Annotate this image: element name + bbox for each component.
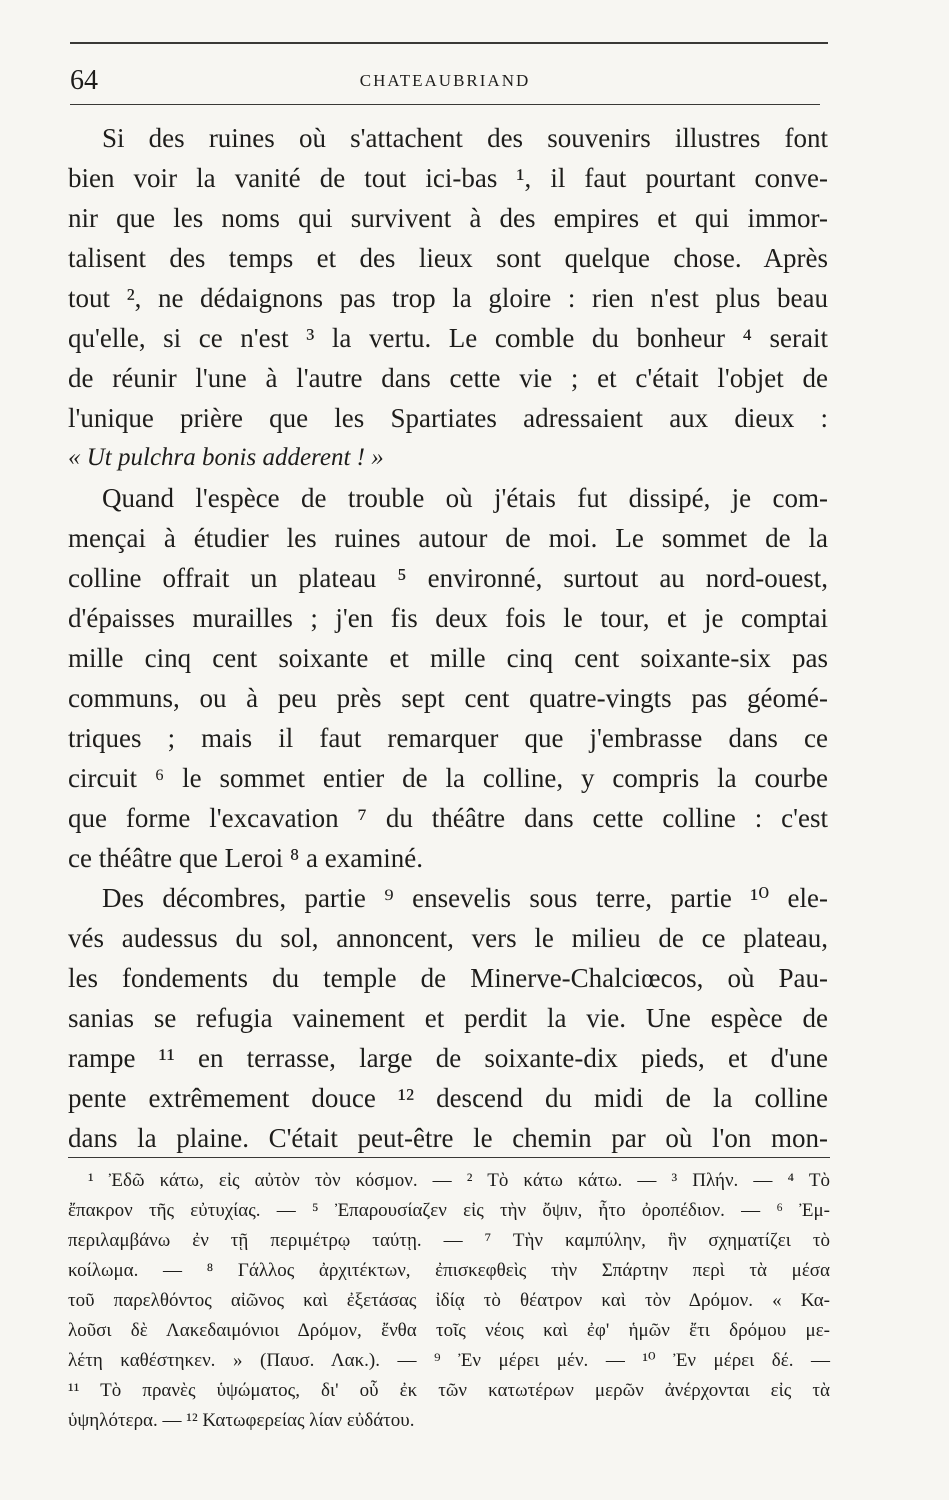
page-number: 64: [70, 65, 98, 96]
top-rule: [70, 42, 828, 44]
text-line: Quand l'espèce de trouble où j'étais fut dissipé, je com-: [102, 483, 828, 513]
text-line: qu'elle, si ce n'est ³ la vertu. Le comble du bonheur ⁴ serait: [68, 323, 828, 353]
footnote-line: λοῦσι δὲ Λακεδαιμόνιοι Δρόμον, ἔνθα τοῖς νέοις καὶ ἐφ' ἡμῶν ἔτι δρόμου με-: [68, 1320, 830, 1341]
text-line: mille cinq cent soixante et mille cinq cent soixante-six pas: [68, 643, 828, 673]
text-line: d'épaisses murailles ; j'en fis deux fois le tour, et je comptai: [68, 603, 828, 633]
main-text: [68, 118, 828, 1158]
header-rule: [70, 104, 820, 105]
text-line: sanias se refugia vainement et perdit la vie. Une espèce de: [68, 1003, 828, 1033]
running-head: CHATEAUBRIAND: [359, 71, 531, 90]
text-line: dans la plaine. C'était peut-être le chemin par où l'on mon-: [68, 1123, 828, 1153]
page-header: [70, 64, 820, 98]
footnotes: [68, 1166, 830, 1436]
text-line: Des décombres, partie ⁹ ensevelis sous terre, partie ¹⁰ ele-: [102, 883, 828, 913]
footnote-line: ¹¹ Τὸ πρανὲς ὑψώματος, δι' οὗ ἐκ τῶν κατωτέρων μερῶν ἀνέρχονται εἰς τὰ: [68, 1380, 830, 1401]
text-line: triques ; mais il faut remarquer que j'embrasse dans ce: [68, 723, 828, 753]
footnote-rule: [68, 1157, 830, 1158]
text-line: rampe ¹¹ en terrasse, large de soixante-dix pieds, et d'une: [68, 1043, 828, 1073]
text-line: ce théâtre que Leroi ⁸ a examiné.: [68, 843, 423, 873]
footnote-line: ὑψηλότερα. — ¹² Κατωφερείας λίαν εὐδάτου.: [68, 1410, 415, 1431]
text-line: nir que les noms qui survivent à des empires et qui immor-: [68, 203, 828, 233]
footnote-line: ¹ Ἐδῶ κάτω, εἰς αὐτὸν τὸν κόσμον. — ² Τὸ κάτω κάτω. — ³ Πλήν. — ⁴ Τὸ: [88, 1170, 830, 1191]
text-line: pente extrêmement douce ¹² descend du midi de la colline: [68, 1083, 828, 1113]
text-line: colline offrait un plateau ⁵ environné, surtout au nord-ouest,: [68, 563, 828, 593]
footnote-line: περιλαμβάνω ἐν τῇ περιμέτρῳ ταύτῃ. — ⁷ Τὴν καμπύλην, ἣν σχηματίζει τὸ: [68, 1230, 830, 1251]
text-line: mençai à étudier les ruines autour de moi. Le sommet de la: [68, 523, 828, 553]
footnote-line: λέτη καθέστηκεν. » (Παυσ. Λακ.). — ⁹ Ἐν μέρει μέν. — ¹⁰ Ἐν μέρει δέ. —: [68, 1350, 830, 1371]
footnote-line: τοῦ παρελθόντος αἰῶνος καὶ ἐξετάσας ἰδίᾳ τὸ θέατρον καὶ τὸν Δρόμον. « Κα-: [68, 1290, 830, 1311]
text-line: que forme l'excavation ⁷ du théâtre dans cette colline : c'est: [68, 803, 828, 833]
footnote-line: ἔπακρον τῆς εὐτυχίας. — ⁵ Ἐπαρουσίαζεν εἰς τὴν ὄψιν, ἦτο ὀροπέδιον. — ⁶ Ἐμ-: [68, 1200, 830, 1221]
text-line: les fondements du temple de Minerve-Chalciœcos, où Pau-: [68, 963, 828, 993]
latin-quote: « Ut pulchra bonis adderent ! »: [68, 444, 384, 471]
text-line: communs, ou à peu près sept cent quatre-vingts pas géomé-: [68, 683, 828, 713]
text-line: bien voir la vanité de tout ici-bas ¹, il faut pourtant conve-: [68, 163, 828, 193]
text-line: circuit ⁶ le sommet entier de la colline, y compris la courbe: [68, 763, 828, 793]
text-line: vés audessus du sol, annoncent, vers le milieu de ce plateau,: [68, 923, 828, 953]
text-line: l'unique prière que les Spartiates adressaient aux dieux :: [68, 403, 828, 433]
text-line: talisent des temps et des lieux sont quelque chose. Après: [68, 243, 828, 273]
footnote-line: κοίλωμα. — ⁸ Γάλλος ἀρχιτέκτων, ἐπισκεφθεὶς τὴν Σπάρτην περὶ τὰ μέσα: [68, 1260, 830, 1281]
text-line: tout ², ne dédaignons pas trop la gloire : rien n'est plus beau: [68, 283, 828, 313]
text-line: Si des ruines où s'attachent des souvenirs illustres font: [102, 123, 828, 153]
text-line: de réunir l'une à l'autre dans cette vie ; et c'était l'objet de: [68, 363, 828, 393]
